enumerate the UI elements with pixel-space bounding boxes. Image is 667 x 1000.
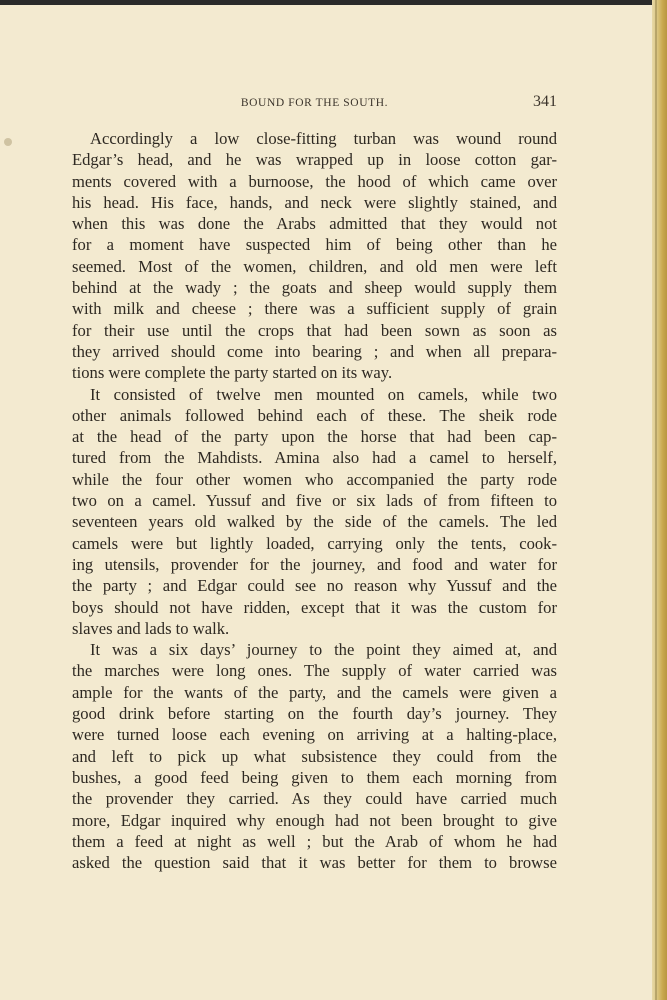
paragraph [72, 128, 557, 384]
text-line: with milk and cheese ; there was a sufficient supply of grain [72, 299, 557, 319]
text-line: when this was done the Arabs admitted that they would not [72, 214, 557, 234]
text-line: Edgar’s head, and he was wrapped up in loose cotton gar- [72, 150, 557, 170]
running-title: BOUND FOR THE SOUTH. [240, 97, 389, 109]
top-page-edge [0, 0, 667, 5]
text-line: while the four other women who accompanied the party rode [72, 469, 557, 489]
text-line: the party ; and Edgar could see no reason why Yussuf and the [72, 576, 557, 596]
text-line: asked the question said that it was better for them to browse [72, 853, 557, 873]
text-line: It was a six days’ journey to the point they aimed at, and [90, 640, 557, 660]
paragraph [72, 384, 557, 640]
text-line: tured from the Mahdists. Amina also had a camel to herself, [72, 448, 557, 468]
text-line: the provender they carried. As they could have carried much [72, 789, 557, 809]
text-line: tions were complete the party started on its way. [72, 363, 393, 383]
text-line: for a moment have suspected him of being other than he [72, 235, 557, 255]
text-line: at the head of the party upon the horse that had been cap- [72, 427, 557, 447]
paragraph [72, 639, 557, 873]
text-line: behind at the wady ; the goats and sheep would supply them [72, 278, 557, 298]
text-line: for their use until the crops that had been sown as soon as [72, 320, 557, 340]
text-line: good drink before starting on the fourth day’s journey. They [72, 704, 557, 724]
text-line: camels were but lightly loaded, carrying only the tents, cook- [72, 533, 557, 553]
text-line: slaves and lads to walk. [72, 618, 230, 638]
text-line: ample for the wants of the party, and the camels were given a [72, 682, 557, 702]
text-line: bushes, a good feed being given to them each morning from [72, 767, 557, 787]
text-line: were turned loose each evening on arriving at a halting-place, [72, 725, 557, 745]
margin-blemish [4, 138, 12, 146]
text-line: and left to pick up what subsistence they could from the [72, 746, 557, 766]
text-line: It consisted of twelve men mounted on camels, while two [90, 384, 557, 404]
text-line: ments covered with a burnoose, the hood of which came over [72, 171, 557, 191]
page-edge-shadow [655, 0, 657, 1000]
text-line: seventeen years old walked by the side of the camels. The led [72, 512, 557, 532]
page-number: 341 [533, 93, 557, 110]
text-line: seemed. Most of the women, children, and old men were left [72, 256, 557, 276]
text-line: more, Edgar inquired why enough had not been brought to give [72, 810, 557, 830]
text-line: his head. His face, hands, and neck were slightly stained, and [72, 192, 557, 212]
running-head [72, 93, 557, 113]
text-line: ing utensils, provender for the journey, and food and water for [72, 554, 557, 574]
text-line: other animals followed behind each of these. The sheik rode [72, 405, 557, 425]
text-line: them a feed at night as well ; but the Arab of whom he had [72, 831, 557, 851]
text-line: Accordingly a low close-fitting turban was wound round [90, 129, 557, 148]
text-line: two on a camel. Yussuf and five or six lads of from fifteen to [72, 491, 557, 511]
body-text [72, 128, 557, 873]
text-line: the marches were long ones. The supply of water carried was [72, 661, 557, 681]
text-line: they arrived should come into bearing ; and when all prepara- [72, 341, 557, 361]
text-line: boys should not have ridden, except that it was the custom for [72, 597, 557, 617]
